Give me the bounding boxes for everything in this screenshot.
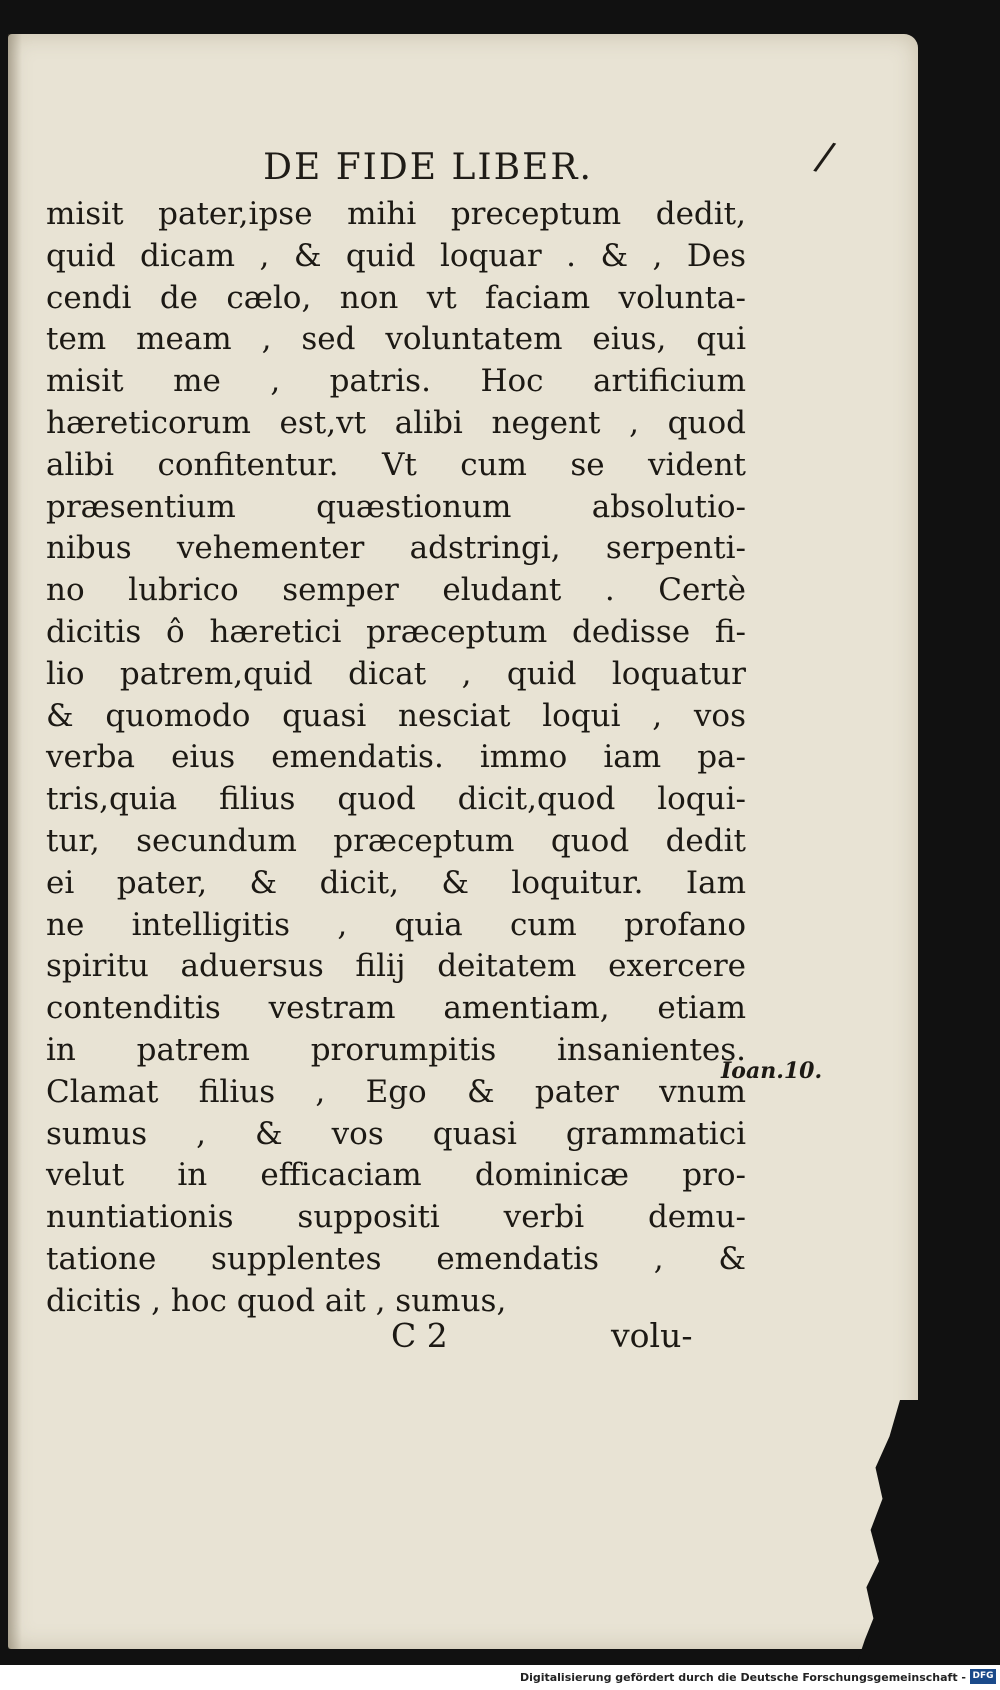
text-line: dicitis ô hæretici præceptum dedisse fi- <box>46 613 746 650</box>
page-corner-mark: / <box>811 133 839 181</box>
catchword: volu- <box>611 1316 693 1355</box>
footer-credit: Digitalisierung gefördert durch die Deutsche Forschungsgemeinschaft - <box>519 1671 966 1684</box>
text-line: tur, secundum præceptum quod dedit <box>46 822 746 859</box>
text-line: quid dicam , & quid loquar . & , Des <box>46 237 746 274</box>
margin-note: Ioan.10. <box>721 1058 823 1084</box>
text-line: & quomodo quasi nesciat loqui , vos <box>46 697 746 734</box>
text-line: no lubrico semper eludant . Certè <box>46 572 746 609</box>
text-line: Clamat filius , Ego & pater vnum <box>46 1073 746 1110</box>
text-line: tatione supplentes emendatis , & <box>46 1240 746 1277</box>
text-line: in patrem prorumpitis insanientes. <box>46 1031 746 1068</box>
text-line: dicitis , hoc quod ait , sumus, <box>46 1282 507 1319</box>
body-text <box>46 194 746 1323</box>
text-line: velut in efficaciam dominicæ pro- <box>46 1157 746 1194</box>
text-line: cendi de cælo, non vt faciam volunta- <box>46 279 746 316</box>
running-head: DE FIDE LIBER. <box>263 147 593 188</box>
text-line: misit me , patris. Hoc artificium <box>46 363 746 400</box>
text-line: verba eius emendatis. immo iam pa- <box>46 739 746 776</box>
text-line: lio patrem,quid dicat , quid loquatur <box>46 655 746 692</box>
text-line: tris,quia filius quod dicit,quod loqui- <box>46 781 746 818</box>
text-line: tem meam , sed voluntatem eius, qui <box>46 321 746 358</box>
text-line: sumus , & vos quasi grammatici <box>46 1115 746 1152</box>
text-line: misit pater,ipse mihi preceptum dedit, <box>46 196 746 232</box>
text-line: nuntiationis suppositi verbi demu- <box>46 1199 746 1236</box>
text-line: nibus vehementer adstringi, serpenti- <box>46 530 746 567</box>
footer-bar <box>0 1665 1000 1690</box>
text-line: ei pater, & dicit, & loquitur. Iam <box>46 864 746 901</box>
text-line: alibi confitentur. Vt cum se vident <box>46 446 746 483</box>
text-line: hæreticorum est,vt alibi negent , quod <box>46 404 746 441</box>
text-line: spiritu aduersus filij deitatem exercere <box>46 948 746 985</box>
text-line: ne intelligitis , quia cum profano <box>46 906 746 943</box>
dfg-logo-icon: DFG <box>970 1669 996 1684</box>
text-line: præsentium quæstionum absolutio- <box>46 488 746 525</box>
book-page <box>8 34 918 1649</box>
signature-mark: C 2 <box>391 1316 448 1355</box>
text-line: contenditis vestram amentiam, etiam <box>46 990 746 1027</box>
